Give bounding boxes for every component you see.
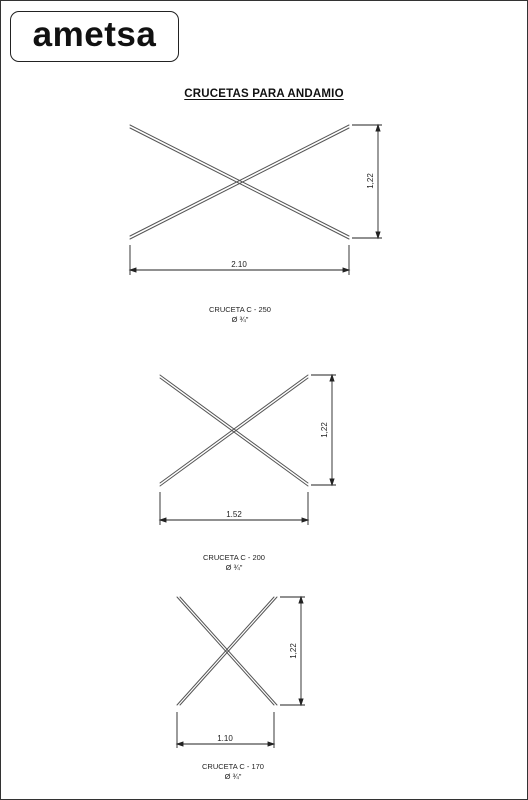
cruceta-200-width-dimension: [160, 492, 308, 525]
cruceta-200-name: CRUCETA C - 200: [203, 553, 265, 562]
cruceta-200-brace: [160, 375, 308, 486]
cruceta-250-height-label: 1,22: [366, 173, 375, 189]
cruceta-200-width-label: 1.52: [226, 510, 242, 519]
brand-logo-text: ametsa: [32, 15, 157, 54]
cruceta-250-name: CRUCETA C - 250: [209, 305, 271, 314]
cruceta-200-caption: [174, 553, 294, 573]
cruceta-170-height-label: 1,22: [289, 643, 298, 659]
cruceta-170-diameter: Ø ¾": [224, 772, 242, 781]
cruceta-170-name: CRUCETA C - 170: [202, 762, 264, 771]
cruceta-200-height-label: 1,22: [320, 422, 329, 438]
cruceta-250-brace: [130, 125, 349, 239]
cruceta-170-caption: [173, 762, 293, 782]
cruceta-170-width-label: 1.10: [217, 734, 233, 743]
cruceta-250-width-label: 2.10: [231, 260, 247, 269]
cruceta-200-diameter: Ø ¾": [225, 563, 243, 572]
cruceta-250-caption: [180, 305, 300, 325]
page-title: CRUCETAS PARA ANDAMIO: [184, 88, 344, 100]
cruceta-250-diameter: Ø ¾": [231, 315, 249, 324]
cruceta-170-brace: [177, 597, 277, 705]
